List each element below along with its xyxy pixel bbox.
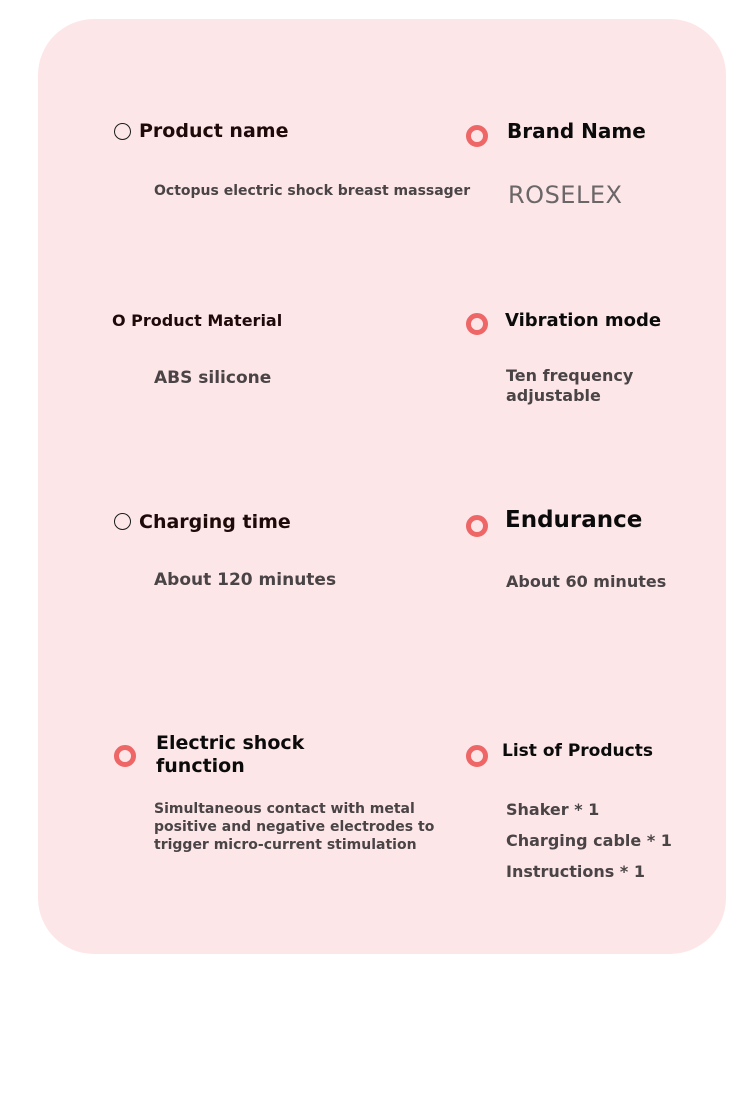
brand-name-label: Brand Name bbox=[507, 119, 646, 143]
endurance-value: About 60 minutes bbox=[506, 572, 667, 591]
charging-time-value: About 120 minutes bbox=[154, 570, 337, 590]
electric-shock-value bbox=[154, 800, 434, 854]
red-ring-icon bbox=[466, 515, 488, 537]
product-material-label: O Product Material bbox=[112, 311, 283, 330]
product-list-item: Charging cable * 1 bbox=[506, 831, 672, 850]
vibration-mode-value bbox=[506, 366, 633, 406]
brand-name-value: ROSELEX bbox=[508, 181, 623, 209]
outline-circle-icon bbox=[114, 123, 131, 140]
charging-time-label: Charging time bbox=[139, 511, 291, 533]
vibration-mode-value-line: adjustable bbox=[506, 386, 601, 405]
electric-shock-value-line: positive and negative electrodes to bbox=[154, 819, 435, 835]
red-ring-icon bbox=[466, 313, 488, 335]
list-of-products-label: List of Products bbox=[502, 741, 653, 761]
red-ring-icon bbox=[466, 745, 488, 767]
product-list-item: Shaker * 1 bbox=[506, 800, 600, 819]
electric-shock-value-line: trigger micro-current stimulation bbox=[154, 837, 417, 853]
product-material-value: ABS silicone bbox=[154, 368, 272, 388]
product-name-label: Product name bbox=[139, 120, 289, 142]
electric-shock-label-line: function bbox=[156, 755, 245, 777]
vibration-mode-value-line: Ten frequency bbox=[506, 366, 634, 385]
electric-shock-label-line: Electric shock bbox=[156, 732, 305, 754]
outline-circle-icon bbox=[114, 513, 131, 530]
red-ring-icon bbox=[466, 125, 488, 147]
red-ring-icon bbox=[114, 745, 136, 767]
vibration-mode-label: Vibration mode bbox=[505, 310, 662, 331]
product-list-item: Instructions * 1 bbox=[506, 862, 645, 881]
electric-shock-value-line: Simultaneous contact with metal bbox=[154, 801, 415, 817]
endurance-label: Endurance bbox=[505, 507, 643, 533]
product-name-value: Octopus electric shock breast massager bbox=[154, 183, 471, 199]
electric-shock-label bbox=[156, 732, 304, 778]
